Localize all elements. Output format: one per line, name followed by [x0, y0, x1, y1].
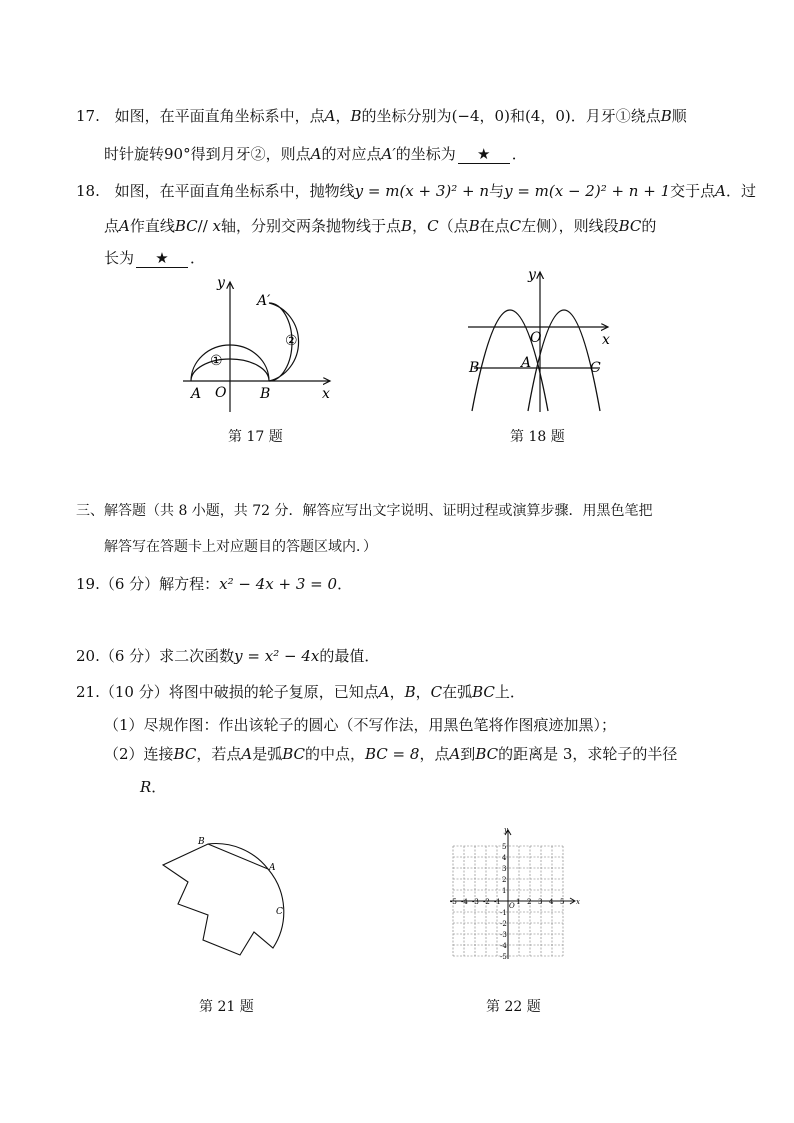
figure-18: [460, 264, 620, 414]
q17-line2: 时针旋转90°得到月牙②，则点A的对应点A′的坐标为 ★ ．: [104, 145, 527, 163]
q19-number: 19.: [76, 575, 100, 593]
label-B: B: [260, 386, 271, 402]
broken-wheel: [163, 844, 284, 955]
label-x: x: [602, 332, 610, 348]
y-tick-label: -4: [500, 942, 507, 950]
label-crescent-2: ②: [285, 333, 298, 349]
q21-number: 21.: [76, 683, 100, 701]
answer-blank: ★: [136, 250, 188, 268]
caption-21: 第 21 题: [199, 999, 254, 1015]
label-C: C: [590, 360, 601, 376]
x-tick-label: -2: [483, 898, 490, 906]
figure-17: [175, 270, 345, 420]
y-tick-label: 1: [502, 887, 507, 895]
q19: 19.（6 分）解方程：x² − 4x + 3 = 0．: [76, 575, 353, 593]
x-tick-label: 4: [549, 898, 554, 906]
label-O: O: [509, 902, 515, 910]
parabola-left: [472, 310, 548, 411]
label-O: O: [530, 330, 542, 346]
q21-part2: （2）连接BC，若点A是弧BC的中点，BC = 8，点A到BC的距离是 3，求轮子的半径: [104, 745, 678, 763]
y-tick-label: -2: [500, 920, 507, 928]
caption-17: 第 17 题: [228, 429, 283, 445]
x-tick-label: -3: [472, 898, 479, 906]
answer-blank: ★: [458, 146, 510, 164]
section-3-note: 解答写在答题卡上对应题目的答题区域内．）: [104, 539, 377, 555]
y-tick-label: -1: [500, 909, 507, 917]
q17-line1: 17. 如图，在平面直角坐标系中，点A，B的坐标分别为(−4，0)和(4，0)．月牙①绕点B顺: [76, 107, 687, 125]
y-tick-label: -3: [500, 931, 507, 939]
label-y: y: [504, 826, 508, 834]
label-x: x: [576, 898, 580, 906]
x-tick-label: -1: [494, 898, 501, 906]
q20: 20.（6 分）求二次函数y = x² − 4x的最值．: [76, 647, 380, 665]
y-tick-label: 2: [502, 876, 507, 884]
label-crescent-1: ①: [210, 353, 223, 369]
y-tick-label: 3: [502, 865, 507, 873]
figure-22-grid: [446, 826, 586, 966]
q17-number: 17.: [76, 107, 100, 125]
q20-number: 20.: [76, 647, 100, 665]
y-tick-label: 4: [502, 854, 507, 862]
caption-22: 第 22 题: [486, 999, 541, 1015]
label-A: A: [191, 386, 202, 402]
q18-line3: 长为 ★ ．: [104, 249, 206, 267]
y-tick-label: 5: [502, 843, 507, 851]
x-tick-label: 1: [516, 898, 521, 906]
label-C: C: [276, 907, 283, 917]
q18-line1: 18. 如图，在平面直角坐标系中，抛物线y = m(x + 3)² + n与y = m(x − 2)² + n + 1交于点A．过: [76, 182, 756, 200]
label-y: y: [528, 267, 536, 283]
q18-line2: 点A作直线BC// x轴，分别交两条抛物线于点B，C（点B在点C左侧），则线段BC的: [104, 217, 657, 235]
y-tick-label: -5: [500, 953, 507, 961]
label-A: A: [269, 863, 276, 873]
x-tick-label: 2: [527, 898, 532, 906]
label-Aprime: A′: [257, 293, 271, 309]
x-tick-label: 5: [560, 898, 565, 906]
caption-18: 第 18 题: [510, 429, 565, 445]
label-A: A: [521, 355, 532, 371]
label-y: y: [217, 275, 225, 291]
x-tick-label: -5: [450, 898, 457, 906]
label-O: O: [215, 385, 227, 401]
label-x: x: [322, 386, 330, 402]
label-B: B: [469, 360, 480, 376]
q18-number: 18.: [76, 182, 100, 200]
figure-21: [158, 830, 298, 970]
q21-part2-end: R．: [140, 778, 167, 796]
tick-labels: [450, 843, 564, 961]
q21-line1: 21.（10 分）将图中破损的轮子复原，已知点A，B，C在弧BC上．: [76, 683, 525, 701]
section-3-heading: 三、解答题（共 8 小题，共 72 分．解答应写出文字说明、证明过程或演算步骤．用黑色笔把: [76, 503, 653, 519]
label-B: B: [198, 837, 205, 847]
x-tick-label: 3: [538, 898, 543, 906]
x-tick-label: -4: [461, 898, 468, 906]
q21-part1: （1）尽规作图：作出该轮子的圆心（不写作法，用黑色笔将作图痕迹加黑）；: [104, 716, 617, 734]
